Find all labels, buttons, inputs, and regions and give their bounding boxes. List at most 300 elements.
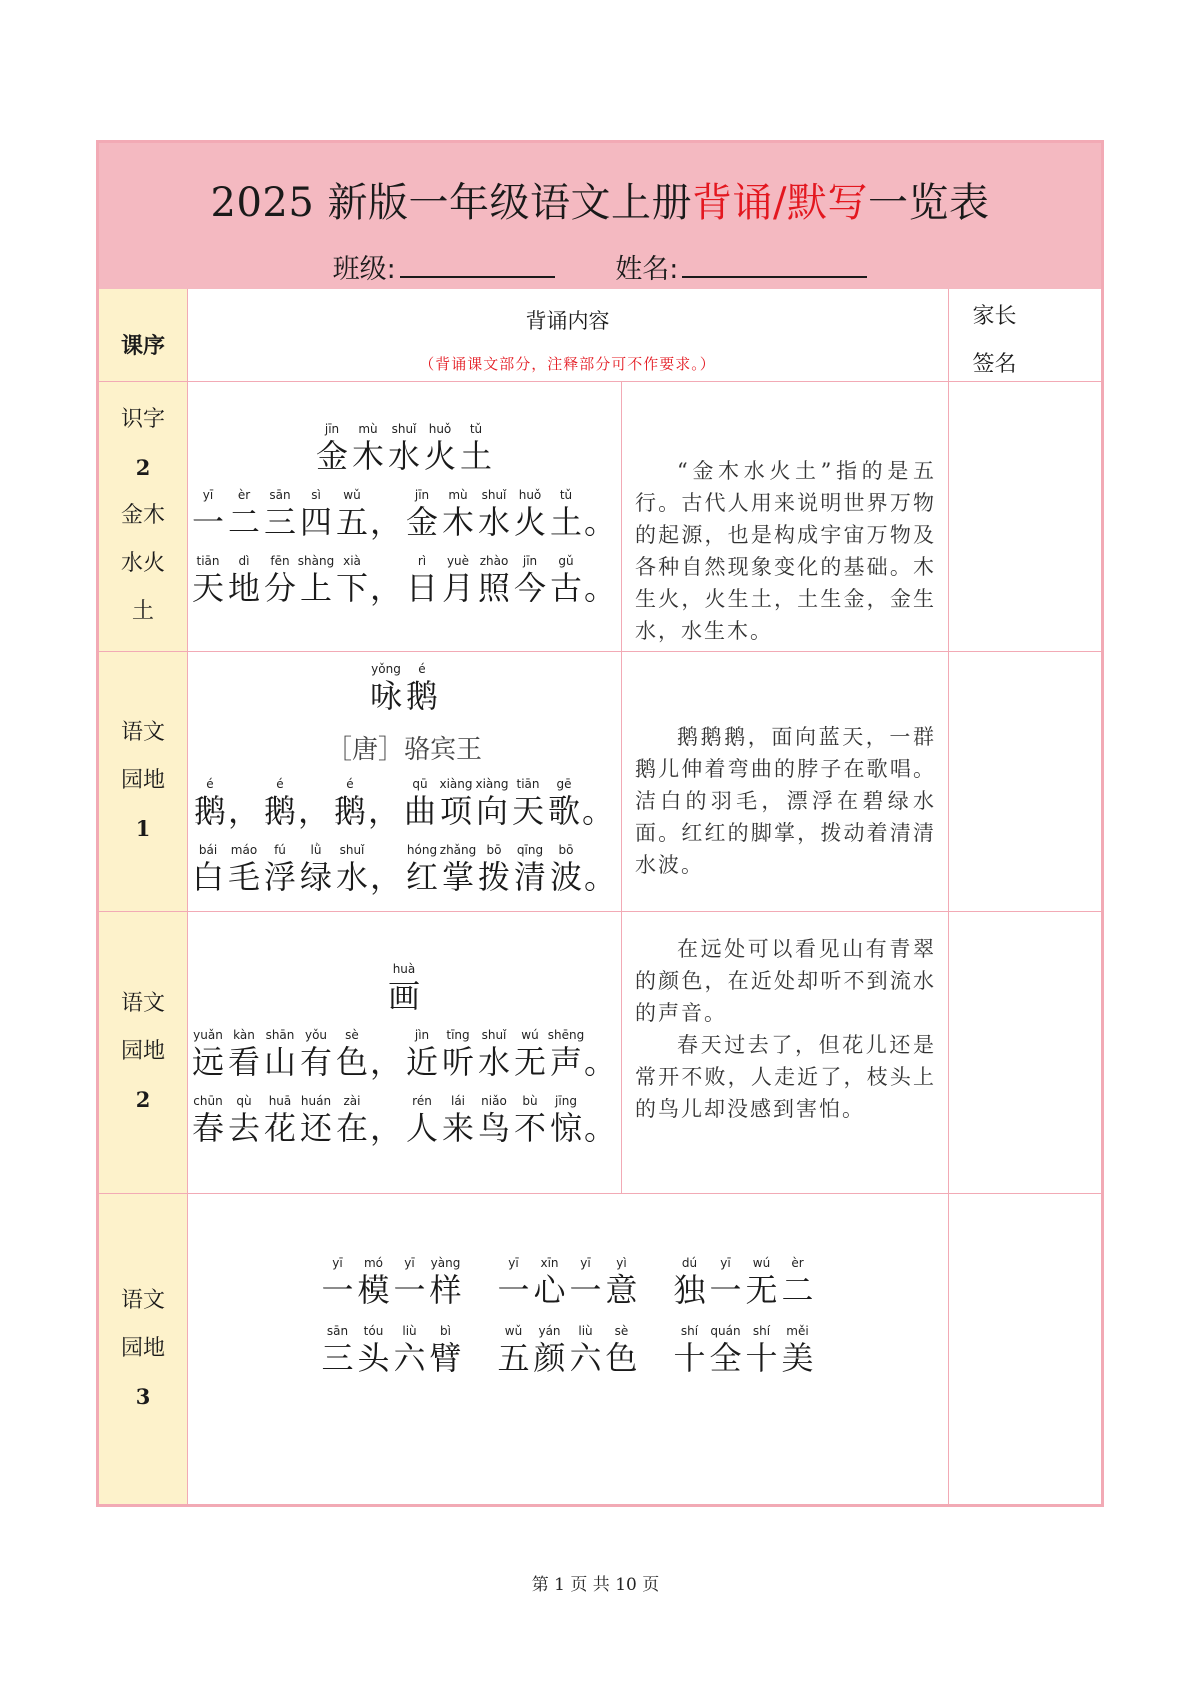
pinyin: dì (238, 554, 250, 568)
hanzi: 十 (745, 1339, 778, 1377)
hanzi-with-pinyin (386, 421, 422, 475)
hanzi-with-pinyin (298, 1027, 334, 1081)
hanzi: 近 (405, 1043, 438, 1081)
lesson-label-line: 园地 (120, 1335, 165, 1361)
pinyin: tīng (446, 1028, 470, 1042)
idiom (320, 1323, 464, 1377)
punctuation: ， (228, 792, 261, 830)
poem-block (191, 661, 617, 908)
hanzi-with-pinyin (510, 776, 546, 830)
hanzi: 意 (605, 1271, 638, 1309)
name-blank[interactable] (682, 254, 867, 278)
hanzi: 水 (335, 858, 368, 896)
hanzi-with-pinyin (548, 1027, 584, 1081)
pinyin: yī (332, 1256, 343, 1270)
poem-title (386, 961, 422, 1015)
hanzi: 掌 (441, 858, 474, 896)
header-content: 背诵内容 (525, 309, 610, 333)
pinyin: niǎo (481, 1094, 507, 1108)
hanzi: 画 (387, 977, 420, 1015)
hanzi-with-pinyin (476, 553, 512, 607)
hanzi: 无 (513, 1043, 546, 1081)
hanzi: 金 (315, 437, 348, 475)
pinyin: é (418, 662, 426, 676)
hanzi: 心 (533, 1271, 566, 1309)
hanzi: 三 (263, 503, 296, 541)
hanzi-with-pinyin (604, 1323, 640, 1377)
pinyin: měi (786, 1324, 809, 1338)
punctuation: ， (370, 858, 403, 896)
student-info-row (99, 247, 1101, 286)
pinyin: hóng (406, 843, 438, 857)
hanzi: 一 (709, 1271, 742, 1309)
hanzi-with-pinyin (404, 842, 440, 896)
hanzi: 六 (569, 1339, 602, 1377)
poem-line (192, 776, 616, 830)
hanzi-with-pinyin (496, 1255, 532, 1309)
lesson-label-line: 水火 (120, 551, 165, 576)
pinyin: wǔ (343, 488, 361, 502)
punctuation: 。 (584, 503, 617, 541)
hanzi-with-pinyin (356, 1323, 392, 1377)
hanzi-with-pinyin (392, 1323, 428, 1377)
pinyin: gē (556, 777, 572, 791)
hanzi: 毛 (227, 858, 260, 896)
hanzi: 曲 (403, 792, 436, 830)
hanzi-with-pinyin (744, 1255, 780, 1309)
pinyin: yì (616, 1256, 627, 1270)
title-highlight: 背诵/默写 (692, 180, 868, 226)
hanzi: 清 (513, 858, 546, 896)
title-suffix: 一览表 (868, 180, 990, 226)
lesson-label (99, 980, 187, 1124)
pinyin: chūn (193, 1094, 223, 1108)
pinyin: mù (358, 422, 378, 436)
hanzi: 今 (513, 569, 546, 607)
hanzi: 水 (477, 1043, 510, 1081)
poem-title (314, 421, 494, 475)
punctuation: ， (370, 569, 403, 607)
pinyin: máo (230, 843, 258, 857)
hanzi: 鸟 (477, 1109, 510, 1147)
pinyin: yán (538, 1324, 561, 1338)
class-blank[interactable] (400, 254, 555, 278)
pinyin: xià (343, 554, 361, 568)
pinyin: wú (521, 1028, 539, 1042)
hanzi: 来 (441, 1109, 474, 1147)
hanzi-with-pinyin (404, 487, 440, 541)
pinyin: quán (710, 1324, 741, 1338)
hanzi: 全 (709, 1339, 742, 1377)
header-band (99, 143, 1101, 289)
hanzi: 鹅 (333, 792, 366, 830)
hanzi-with-pinyin (226, 1093, 262, 1147)
hanzi-with-pinyin (440, 1093, 476, 1147)
pinyin: bái (198, 843, 218, 857)
header-sign (948, 293, 1041, 389)
hanzi-with-pinyin (512, 1093, 548, 1147)
pinyin: gǔ (558, 554, 574, 568)
hanzi-with-pinyin (404, 1093, 440, 1147)
poem-line (190, 842, 618, 896)
pinyin: jīn (522, 554, 538, 568)
hanzi: 花 (263, 1109, 296, 1147)
hanzi-with-pinyin (262, 1093, 298, 1147)
hanzi-with-pinyin (548, 1093, 584, 1147)
hanzi: 浮 (263, 858, 296, 896)
hanzi-with-pinyin (476, 487, 512, 541)
hanzi-with-pinyin (512, 553, 548, 607)
pinyin: é (346, 777, 354, 791)
poem-title (368, 661, 440, 715)
punctuation: ， (370, 1109, 403, 1147)
poem-line (190, 1027, 618, 1081)
hanzi: 金 (405, 503, 438, 541)
pinyin: qīng (516, 843, 544, 857)
hanzi: 歌 (547, 792, 580, 830)
divider-poem-note (621, 651, 622, 911)
hanzi-with-pinyin (320, 1255, 356, 1309)
pinyin: é (206, 777, 214, 791)
hanzi-with-pinyin (332, 776, 368, 830)
pinyin: shuǐ (391, 422, 417, 436)
hanzi: 样 (429, 1271, 462, 1309)
punctuation: 。 (584, 1109, 617, 1147)
hanzi: 土 (459, 437, 492, 475)
hanzi-with-pinyin (190, 553, 226, 607)
idiom-block (187, 1255, 948, 1391)
hanzi-with-pinyin (476, 1027, 512, 1081)
hanzi: 火 (513, 503, 546, 541)
punctuation: ， (370, 1043, 403, 1081)
hanzi: 土 (549, 503, 582, 541)
pinyin: sì (311, 488, 321, 502)
pinyin: dú (681, 1256, 698, 1270)
pinyin: bō (558, 843, 574, 857)
title-prefix: 2025 新版一年级语文上册 (210, 180, 693, 226)
punctuation: 。 (584, 1043, 617, 1081)
punctuation: 。 (584, 569, 617, 607)
hanzi: 鹅 (405, 677, 438, 715)
hanzi-with-pinyin (262, 776, 298, 830)
name-field (615, 247, 867, 286)
hanzi-with-pinyin (476, 1093, 512, 1147)
pinyin: sè (345, 1028, 359, 1042)
hanzi-with-pinyin (404, 661, 440, 715)
hanzi-with-pinyin (404, 553, 440, 607)
hanzi-with-pinyin (350, 421, 386, 475)
class-label: 班级: (332, 254, 396, 285)
hanzi-with-pinyin (190, 1027, 226, 1081)
annotation (635, 455, 936, 647)
pinyin: yī (404, 1256, 415, 1270)
hanzi: 有 (299, 1043, 332, 1081)
hanzi: 色 (335, 1043, 368, 1081)
pinyin: liù (402, 1324, 417, 1338)
lesson-label-line: 园地 (120, 768, 165, 793)
table-grid (99, 289, 1101, 1504)
lesson-label-line: 识字 (120, 407, 165, 432)
hanzi: 咏 (369, 677, 402, 715)
lesson-label (99, 709, 187, 853)
hanzi: 木 (351, 437, 384, 475)
pinyin: èr (237, 488, 251, 502)
pinyin: lǜ (310, 843, 322, 857)
hanzi-with-pinyin (440, 842, 476, 896)
pinyin: shuǐ (481, 1028, 507, 1042)
annotation-paragraph: 春天过去了，但花儿还是常开不败，人走近了，枝头上的鸟儿却没感到害怕。 (635, 1033, 936, 1121)
lesson-label-line: 1 (135, 816, 151, 841)
hanzi: 去 (227, 1109, 260, 1147)
hanzi-with-pinyin (262, 553, 298, 607)
row-divider (99, 381, 1101, 382)
pinyin: shān (265, 1028, 295, 1042)
hanzi: 木 (441, 503, 474, 541)
pinyin: huà (392, 962, 416, 976)
pinyin: rén (412, 1094, 432, 1108)
poem-line (190, 553, 618, 607)
hanzi: 一 (321, 1271, 354, 1309)
hanzi-with-pinyin (744, 1323, 780, 1377)
pinyin: jìn (414, 1028, 430, 1042)
hanzi-with-pinyin (298, 553, 334, 607)
hanzi: 拨 (477, 858, 510, 896)
pinyin: bì (440, 1324, 451, 1338)
hanzi: 无 (745, 1271, 778, 1309)
hanzi: 照 (477, 569, 510, 607)
divider-sign (948, 289, 949, 1504)
hanzi: 天 (191, 569, 224, 607)
hanzi-with-pinyin (440, 553, 476, 607)
hanzi: 地 (227, 569, 260, 607)
hanzi-with-pinyin (386, 961, 422, 1015)
idiom (320, 1255, 464, 1309)
lesson-label-line: 语文 (120, 720, 165, 745)
lesson-label (99, 396, 187, 636)
hanzi-with-pinyin (298, 487, 334, 541)
hanzi-with-pinyin (780, 1323, 816, 1377)
hanzi-with-pinyin (458, 421, 494, 475)
header-seq: 课序 (120, 334, 165, 359)
annotation-paragraph: 鹅鹅鹅，面向蓝天，一群鹅儿伸着弯曲的脖子在歌唱。洁白的羽毛，漂浮在碧绿水面。红红的脚掌，拨动着清清水波。 (635, 725, 936, 877)
pinyin: shuǐ (481, 488, 507, 502)
hanzi-with-pinyin (422, 421, 458, 475)
hanzi-with-pinyin (334, 1027, 370, 1081)
hanzi: 绿 (299, 858, 332, 896)
header-note: （背诵课文部分，注释部分可不作要求。） (419, 355, 716, 373)
hanzi-with-pinyin (440, 1027, 476, 1081)
idiom-row (187, 1323, 948, 1377)
lesson-label-line: 2 (135, 1087, 151, 1112)
pinyin: tiān (196, 554, 220, 568)
pinyin: yī (202, 488, 214, 502)
hanzi-with-pinyin (392, 1255, 428, 1309)
hanzi: 水 (387, 437, 420, 475)
hanzi: 五 (497, 1339, 530, 1377)
hanzi-with-pinyin (780, 1255, 816, 1309)
hanzi-with-pinyin (226, 487, 262, 541)
pinyin: xiàng (475, 777, 509, 791)
pinyin: jīn (324, 422, 340, 436)
lesson-label-line: 语文 (120, 991, 165, 1016)
hanzi: 模 (357, 1271, 390, 1309)
hanzi-with-pinyin (474, 776, 510, 830)
pinyin: zài (343, 1094, 361, 1108)
hanzi: 臂 (429, 1339, 462, 1377)
pinyin: fú (274, 843, 286, 857)
idiom (672, 1323, 816, 1377)
pinyin: jīn (414, 488, 430, 502)
pinyin: xiàng (439, 777, 473, 791)
pinyin: zhào (479, 554, 509, 568)
pinyin: bù (522, 1094, 538, 1108)
hanzi-with-pinyin (548, 553, 584, 607)
hanzi-with-pinyin (402, 776, 438, 830)
pinyin: sān (326, 1324, 349, 1338)
pinyin: fēn (270, 554, 290, 568)
hanzi-with-pinyin (226, 842, 262, 896)
hanzi: 分 (263, 569, 296, 607)
pinyin: yī (720, 1256, 731, 1270)
hanzi: 美 (781, 1339, 814, 1377)
hanzi-with-pinyin (476, 842, 512, 896)
punctuation: ， (368, 792, 401, 830)
pinyin: xīn (540, 1256, 559, 1270)
annotation (635, 721, 936, 881)
hanzi-with-pinyin (512, 842, 548, 896)
poem-block (191, 961, 617, 1159)
annotation-paragraph: 在远处可以看见山有青翠的颜色，在近处却听不到流水的声音。 (635, 937, 936, 1025)
hanzi: 五 (335, 503, 368, 541)
hanzi-with-pinyin (262, 842, 298, 896)
lesson-label-line: 园地 (120, 1039, 165, 1064)
hanzi: 项 (439, 792, 472, 830)
pinyin: shàng (297, 554, 335, 568)
pinyin: zhǎng (439, 843, 477, 857)
hanzi-with-pinyin (438, 776, 474, 830)
pinyin: huán (300, 1094, 332, 1108)
punctuation: 。 (582, 792, 615, 830)
row-divider (99, 651, 1101, 652)
hanzi: 波 (549, 858, 582, 896)
pinyin: yī (580, 1256, 591, 1270)
hanzi: 惊 (549, 1109, 582, 1147)
hanzi-with-pinyin (708, 1255, 744, 1309)
hanzi: 在 (335, 1109, 368, 1147)
hanzi-with-pinyin (298, 842, 334, 896)
hanzi-with-pinyin (190, 842, 226, 896)
hanzi: 红 (405, 858, 438, 896)
hanzi-with-pinyin (190, 1093, 226, 1147)
hanzi-with-pinyin (568, 1255, 604, 1309)
pinyin: yàng (430, 1256, 461, 1270)
hanzi: 独 (673, 1271, 706, 1309)
hanzi-with-pinyin (532, 1323, 568, 1377)
pinyin: yǒu (304, 1028, 328, 1042)
hanzi-with-pinyin (672, 1255, 708, 1309)
hanzi-with-pinyin (568, 1323, 604, 1377)
hanzi-with-pinyin (512, 1027, 548, 1081)
hanzi: 人 (405, 1109, 438, 1147)
hanzi: 鹅 (263, 792, 296, 830)
hanzi: 一 (569, 1271, 602, 1309)
pinyin: shēng (547, 1028, 585, 1042)
lesson-label-line: 金木 (120, 503, 165, 528)
hanzi-with-pinyin (548, 842, 584, 896)
sign-label-2: 签名 (972, 352, 1017, 377)
hanzi: 听 (441, 1043, 474, 1081)
hanzi-with-pinyin (334, 487, 370, 541)
pinyin: rì (417, 554, 427, 568)
pinyin: qū (412, 777, 428, 791)
hanzi-with-pinyin (356, 1255, 392, 1309)
hanzi: 白 (191, 858, 224, 896)
pinyin: èr (791, 1256, 804, 1270)
hanzi-with-pinyin (404, 1027, 440, 1081)
hanzi: 山 (263, 1043, 296, 1081)
pinyin: liù (578, 1324, 593, 1338)
divider-poem-note (621, 911, 622, 1193)
pinyin: tiān (516, 777, 540, 791)
hanzi: 日 (405, 569, 438, 607)
hanzi: 下 (335, 569, 368, 607)
lesson-label (99, 1277, 187, 1421)
pinyin: tǔ (469, 422, 483, 436)
pinyin: mù (448, 488, 468, 502)
sign-label-1: 家长 (972, 304, 1017, 329)
pinyin: wǔ (504, 1324, 523, 1338)
recitation-table (96, 140, 1104, 1507)
pinyin: tǔ (559, 488, 573, 502)
hanzi: 上 (299, 569, 332, 607)
pinyin: shuǐ (339, 843, 365, 857)
hanzi-with-pinyin (190, 487, 226, 541)
hanzi-with-pinyin (672, 1323, 708, 1377)
hanzi: 声 (549, 1043, 582, 1081)
hanzi: 古 (549, 569, 582, 607)
pinyin: kàn (233, 1028, 255, 1042)
hanzi: 春 (191, 1109, 224, 1147)
pinyin: huā (268, 1094, 292, 1108)
idiom (496, 1255, 640, 1309)
hanzi: 鹅 (193, 792, 226, 830)
pinyin: é (276, 777, 284, 791)
hanzi: 颜 (533, 1339, 566, 1377)
hanzi-with-pinyin (604, 1255, 640, 1309)
hanzi-with-pinyin (320, 1323, 356, 1377)
hanzi-with-pinyin (546, 776, 582, 830)
pinyin: yuǎn (193, 1028, 223, 1042)
hanzi-with-pinyin (496, 1323, 532, 1377)
hanzi: 二 (227, 503, 260, 541)
annotation (635, 933, 936, 1125)
page-title (99, 171, 1101, 228)
pinyin: qù (236, 1094, 252, 1108)
pinyin: shí (680, 1324, 699, 1338)
hanzi: 水 (477, 503, 510, 541)
hanzi: 一 (393, 1271, 426, 1309)
name-label: 姓名: (615, 254, 679, 285)
hanzi-with-pinyin (428, 1323, 464, 1377)
annotation-paragraph: “金木水火土”指的是五行。古代人用来说明世界万物的起源，也是构成宇宙万物及各种自然现象变化的基础。木生火，火生土，土生金，金生水，水生木。 (635, 459, 936, 643)
pinyin: jīng (555, 1094, 577, 1108)
pinyin: sè (614, 1324, 629, 1338)
idiom (672, 1255, 816, 1309)
hanzi-with-pinyin (532, 1255, 568, 1309)
hanzi: 头 (357, 1339, 390, 1377)
lesson-label-line: 3 (135, 1383, 151, 1409)
hanzi-with-pinyin (262, 1027, 298, 1081)
